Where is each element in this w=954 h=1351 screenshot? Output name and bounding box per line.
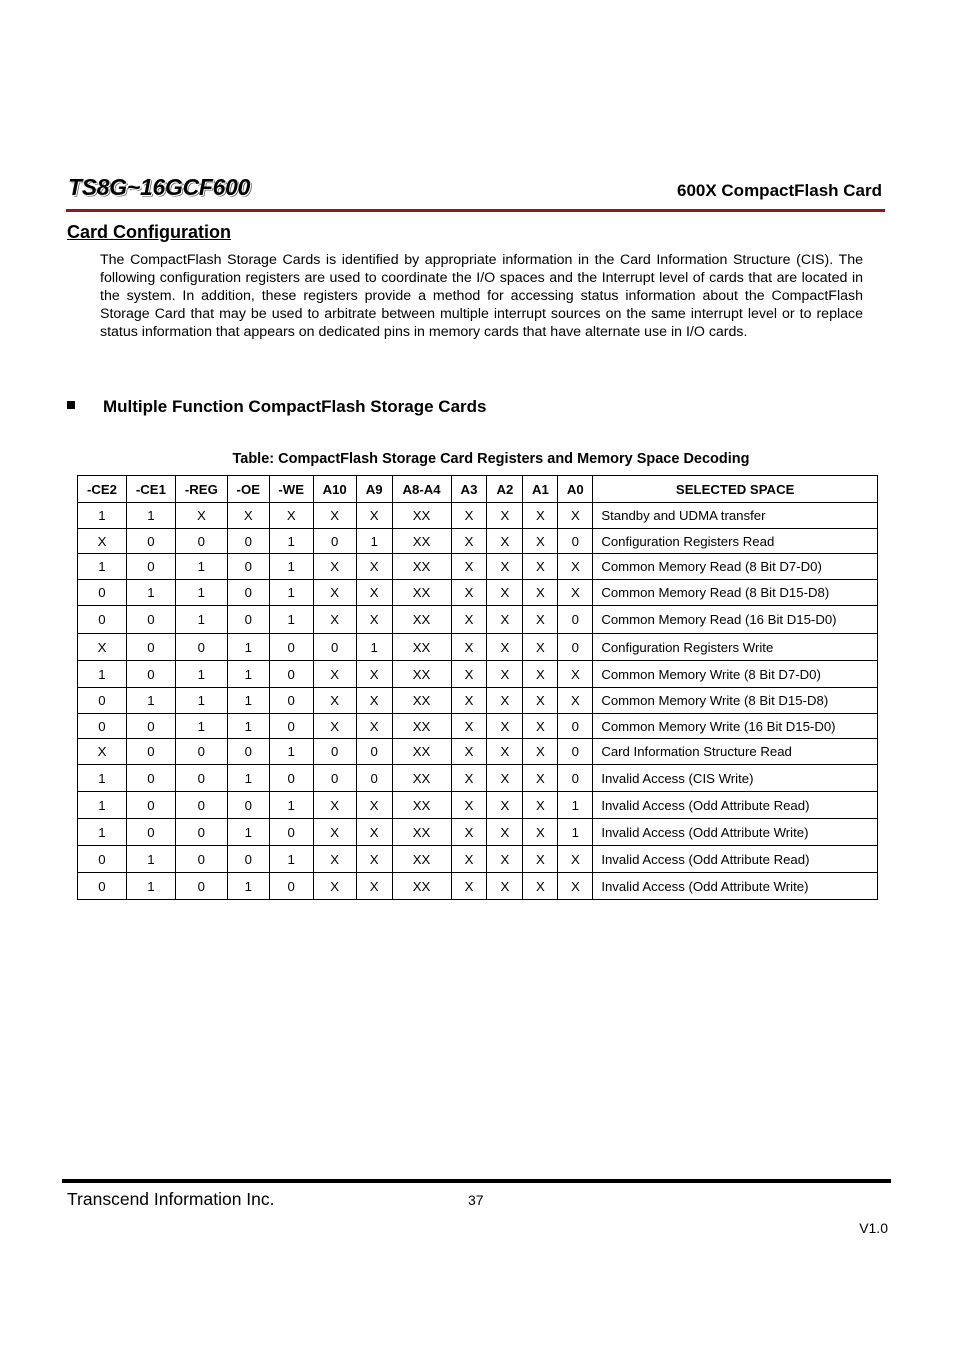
signal-cell: 1 xyxy=(78,503,127,529)
signal-cell: XX xyxy=(392,792,451,819)
table-row xyxy=(78,554,878,580)
signal-cell: X xyxy=(356,580,392,606)
signal-cell: X xyxy=(356,792,392,819)
section-heading: Card Configuration xyxy=(67,222,231,242)
selected-space-cell: Invalid Access (CIS Write) xyxy=(593,765,878,792)
signal-cell: X xyxy=(313,873,356,900)
signal-cell: X xyxy=(523,739,558,765)
signal-cell: X xyxy=(313,792,356,819)
signal-cell: 1 xyxy=(175,688,227,714)
selected-space-cell: Invalid Access (Odd Attribute Write) xyxy=(593,873,878,900)
signal-cell: X xyxy=(356,688,392,714)
signal-cell: X xyxy=(523,580,558,606)
table-header-cell: A1 xyxy=(523,476,558,503)
signal-cell: 0 xyxy=(126,634,175,661)
signal-cell: X xyxy=(523,529,558,554)
signal-cell: X xyxy=(313,714,356,739)
signal-cell: X xyxy=(523,714,558,739)
signal-cell: 0 xyxy=(126,529,175,554)
signal-cell: 1 xyxy=(227,873,269,900)
signal-cell: 1 xyxy=(227,819,269,846)
selected-space-cell: Common Memory Write (8 Bit D7-D0) xyxy=(593,661,878,688)
square-bullet-icon xyxy=(67,401,75,409)
signal-cell: 0 xyxy=(78,606,127,634)
signal-cell: X xyxy=(313,661,356,688)
selected-space-cell: Invalid Access (Odd Attribute Write) xyxy=(593,819,878,846)
selected-space-cell: Common Memory Write (8 Bit D15-D8) xyxy=(593,688,878,714)
signal-cell: 0 xyxy=(227,554,269,580)
signal-cell: 0 xyxy=(227,846,269,873)
signal-cell: X xyxy=(313,688,356,714)
signal-cell: XX xyxy=(392,503,451,529)
signal-cell: X xyxy=(451,739,487,765)
selected-space-cell: Card Information Structure Read xyxy=(593,739,878,765)
signal-cell: 0 xyxy=(313,739,356,765)
signal-cell: X xyxy=(356,661,392,688)
signal-cell: 0 xyxy=(313,529,356,554)
signal-cell: 0 xyxy=(126,606,175,634)
table-row xyxy=(78,873,878,900)
signal-cell: 0 xyxy=(558,634,593,661)
signal-cell: 1 xyxy=(126,846,175,873)
signal-cell: 1 xyxy=(175,714,227,739)
signal-cell: 0 xyxy=(558,529,593,554)
signal-cell: 0 xyxy=(269,765,313,792)
selected-space-cell: Common Memory Read (8 Bit D15-D8) xyxy=(593,580,878,606)
signal-cell: 0 xyxy=(78,688,127,714)
signal-cell: 1 xyxy=(175,661,227,688)
selected-space-cell: Configuration Registers Write xyxy=(593,634,878,661)
signal-cell: X xyxy=(451,606,487,634)
signal-cell: 0 xyxy=(126,739,175,765)
signal-cell: 0 xyxy=(269,873,313,900)
signal-cell: 0 xyxy=(175,846,227,873)
signal-cell: X xyxy=(558,846,593,873)
signal-cell: X xyxy=(356,714,392,739)
signal-cell: 1 xyxy=(78,765,127,792)
table-header-cell: A8-A4 xyxy=(392,476,451,503)
table-row xyxy=(78,714,878,739)
signal-cell: 1 xyxy=(558,792,593,819)
signal-cell: X xyxy=(558,661,593,688)
signal-cell: 0 xyxy=(313,765,356,792)
signal-cell: 0 xyxy=(227,529,269,554)
signal-cell: 0 xyxy=(356,739,392,765)
signal-cell: XX xyxy=(392,819,451,846)
signal-cell: X xyxy=(487,819,523,846)
signal-cell: 0 xyxy=(175,634,227,661)
signal-cell: 0 xyxy=(175,873,227,900)
signal-cell: X xyxy=(523,503,558,529)
signal-cell: X xyxy=(356,846,392,873)
signal-cell: X xyxy=(487,873,523,900)
signal-cell: X xyxy=(487,661,523,688)
signal-cell: 0 xyxy=(313,634,356,661)
signal-cell: XX xyxy=(392,606,451,634)
signal-cell: X xyxy=(451,873,487,900)
signal-cell: 1 xyxy=(126,503,175,529)
signal-cell: X xyxy=(451,661,487,688)
signal-cell: 0 xyxy=(78,873,127,900)
table-row xyxy=(78,661,878,688)
selected-space-cell: Invalid Access (Odd Attribute Read) xyxy=(593,792,878,819)
signal-cell: X xyxy=(487,846,523,873)
table-caption: Table: CompactFlash Storage Card Registers and Memory Space Decoding xyxy=(232,451,750,467)
selected-space-cell: Common Memory Read (8 Bit D7-D0) xyxy=(593,554,878,580)
signal-cell: 0 xyxy=(78,846,127,873)
signal-cell: 1 xyxy=(227,661,269,688)
signal-cell: XX xyxy=(392,846,451,873)
signal-cell: 1 xyxy=(126,688,175,714)
signal-cell: X xyxy=(451,765,487,792)
signal-cell: X xyxy=(313,819,356,846)
signal-cell: X xyxy=(313,580,356,606)
signal-cell: 1 xyxy=(269,529,313,554)
signal-cell: X xyxy=(487,529,523,554)
signal-cell: 0 xyxy=(126,765,175,792)
table-header-cell: SELECTED SPACE xyxy=(593,476,878,503)
footer-divider xyxy=(62,1179,891,1183)
signal-cell: X xyxy=(356,554,392,580)
signal-cell: X xyxy=(523,873,558,900)
selected-space-cell: Configuration Registers Read xyxy=(593,529,878,554)
signal-cell: 0 xyxy=(126,792,175,819)
signal-cell: X xyxy=(451,714,487,739)
signal-cell: X xyxy=(313,606,356,634)
signal-cell: X xyxy=(523,661,558,688)
footer-company: Transcend Information Inc. xyxy=(67,1189,275,1209)
selected-space-cell: Invalid Access (Odd Attribute Read) xyxy=(593,846,878,873)
signal-cell: 1 xyxy=(269,846,313,873)
signal-cell: X xyxy=(487,503,523,529)
signal-cell: 0 xyxy=(175,792,227,819)
signal-cell: X xyxy=(356,503,392,529)
signal-cell: 1 xyxy=(356,529,392,554)
signal-cell: 0 xyxy=(558,606,593,634)
table-row xyxy=(78,606,878,634)
document-version: V1.0 xyxy=(859,1220,888,1236)
signal-cell: X xyxy=(523,765,558,792)
signal-cell: 0 xyxy=(356,765,392,792)
signal-cell: 0 xyxy=(269,819,313,846)
signal-cell: X xyxy=(356,873,392,900)
signal-cell: 1 xyxy=(227,765,269,792)
signal-cell: X xyxy=(313,554,356,580)
signal-cell: X xyxy=(356,606,392,634)
signal-cell: 0 xyxy=(269,634,313,661)
selected-space-cell: Common Memory Read (16 Bit D15-D0) xyxy=(593,606,878,634)
table-header-cell: A10 xyxy=(313,476,356,503)
signal-cell: X xyxy=(451,503,487,529)
signal-cell: X xyxy=(227,503,269,529)
table-row xyxy=(78,846,878,873)
selected-space-cell: Standby and UDMA transfer xyxy=(593,503,878,529)
signal-cell: 1 xyxy=(78,792,127,819)
signal-cell: 0 xyxy=(558,714,593,739)
signal-cell: XX xyxy=(392,873,451,900)
table-row xyxy=(78,503,878,529)
signal-cell: 0 xyxy=(78,714,127,739)
signal-cell: 0 xyxy=(269,688,313,714)
signal-cell: 0 xyxy=(558,739,593,765)
signal-cell: X xyxy=(451,580,487,606)
table-row xyxy=(78,634,878,661)
signal-cell: X xyxy=(78,739,127,765)
signal-cell: 1 xyxy=(227,688,269,714)
signal-cell: 0 xyxy=(126,819,175,846)
subsection-heading: Multiple Function CompactFlash Storage Cards xyxy=(103,397,487,416)
signal-cell: 0 xyxy=(227,580,269,606)
document-subtitle: 600X CompactFlash Card xyxy=(676,181,882,200)
table-row xyxy=(78,739,878,765)
signal-cell: 1 xyxy=(175,554,227,580)
signal-cell: XX xyxy=(392,529,451,554)
table-row xyxy=(78,792,878,819)
signal-cell: 1 xyxy=(269,792,313,819)
table-header-cell: A9 xyxy=(356,476,392,503)
signal-cell: X xyxy=(558,554,593,580)
intro-paragraph: The CompactFlash Storage Cards is identified by appropriate information in the Card Information Structure (CIS). The following configuration registers are used to coordinate the I/O spaces and the Interrupt level of cards that are located in the system. In addition, these registers provide a method for accessing status information about the CompactFlash Storage Card that may be used to arbitrate between multiple interrupt sources on the same interrupt level or to replace status information that appears on dedicated pins in memory cards that have alternate use in I/O cards. xyxy=(100,252,863,340)
signal-cell: XX xyxy=(392,714,451,739)
signal-cell: X xyxy=(487,554,523,580)
signal-cell: X xyxy=(78,529,127,554)
signal-cell: 0 xyxy=(78,580,127,606)
table-row xyxy=(78,688,878,714)
signal-cell: X xyxy=(487,688,523,714)
signal-cell: X xyxy=(451,846,487,873)
signal-cell: X xyxy=(487,580,523,606)
signal-cell: X xyxy=(356,819,392,846)
table-header-cell: A3 xyxy=(451,476,487,503)
signal-cell: X xyxy=(487,606,523,634)
table-header-row xyxy=(78,476,878,503)
signal-cell: 1 xyxy=(269,739,313,765)
table-header-cell: A2 xyxy=(487,476,523,503)
table-header-cell: A0 xyxy=(558,476,593,503)
signal-cell: 1 xyxy=(227,714,269,739)
signal-cell: 1 xyxy=(126,873,175,900)
signal-cell: X xyxy=(487,714,523,739)
signal-cell: XX xyxy=(392,765,451,792)
signal-cell: X xyxy=(558,873,593,900)
signal-cell: X xyxy=(451,688,487,714)
signal-cell: X xyxy=(78,634,127,661)
signal-cell: 0 xyxy=(269,714,313,739)
signal-cell: 0 xyxy=(175,765,227,792)
table-header-cell: -CE2 xyxy=(78,476,127,503)
signal-cell: X xyxy=(487,739,523,765)
signal-cell: X xyxy=(523,792,558,819)
signal-cell: X xyxy=(313,846,356,873)
signal-cell: X xyxy=(175,503,227,529)
signal-cell: 0 xyxy=(175,819,227,846)
table-row xyxy=(78,580,878,606)
table-header-cell: -REG xyxy=(175,476,227,503)
table-header-cell: -OE xyxy=(227,476,269,503)
signal-cell: X xyxy=(269,503,313,529)
signal-cell: X xyxy=(451,634,487,661)
signal-cell: 1 xyxy=(175,580,227,606)
signal-cell: 0 xyxy=(227,739,269,765)
signal-cell: X xyxy=(523,819,558,846)
signal-cell: 1 xyxy=(269,606,313,634)
signal-cell: 1 xyxy=(269,554,313,580)
table-header-cell: -CE1 xyxy=(126,476,175,503)
signal-cell: X xyxy=(523,688,558,714)
signal-cell: X xyxy=(487,765,523,792)
signal-cell: XX xyxy=(392,688,451,714)
signal-cell: 0 xyxy=(269,661,313,688)
subsection-heading-row xyxy=(67,397,486,417)
signal-cell: X xyxy=(451,792,487,819)
signal-cell: XX xyxy=(392,634,451,661)
page-number: 37 xyxy=(468,1192,484,1208)
signal-cell: X xyxy=(523,846,558,873)
signal-cell: 1 xyxy=(558,819,593,846)
signal-cell: XX xyxy=(392,661,451,688)
table-row xyxy=(78,819,878,846)
signal-cell: X xyxy=(558,688,593,714)
signal-cell: 1 xyxy=(78,819,127,846)
signal-cell: XX xyxy=(392,739,451,765)
table-row xyxy=(78,765,878,792)
signal-cell: X xyxy=(451,554,487,580)
signal-cell: 0 xyxy=(126,554,175,580)
signal-cell: X xyxy=(523,606,558,634)
signal-cell: X xyxy=(313,503,356,529)
signal-cell: X xyxy=(523,554,558,580)
signal-cell: 0 xyxy=(227,792,269,819)
signal-cell: X xyxy=(487,792,523,819)
signal-cell: 1 xyxy=(356,634,392,661)
signal-cell: 0 xyxy=(126,714,175,739)
signal-cell: X xyxy=(558,503,593,529)
register-decoding-table xyxy=(77,475,878,900)
signal-cell: X xyxy=(451,529,487,554)
table-row xyxy=(78,529,878,554)
signal-cell: 0 xyxy=(175,529,227,554)
signal-cell: 1 xyxy=(78,661,127,688)
signal-cell: 1 xyxy=(78,554,127,580)
table-header-cell: -WE xyxy=(269,476,313,503)
signal-cell: 1 xyxy=(175,606,227,634)
signal-cell: 1 xyxy=(126,580,175,606)
signal-cell: X xyxy=(558,580,593,606)
signal-cell: XX xyxy=(392,554,451,580)
selected-space-cell: Common Memory Write (16 Bit D15-D0) xyxy=(593,714,878,739)
document-title: TS8G~16GCF600 xyxy=(68,174,251,200)
signal-cell: X xyxy=(487,634,523,661)
signal-cell: 0 xyxy=(558,765,593,792)
signal-cell: X xyxy=(451,819,487,846)
signal-cell: 0 xyxy=(227,606,269,634)
signal-cell: 0 xyxy=(175,739,227,765)
signal-cell: 1 xyxy=(227,634,269,661)
signal-cell: X xyxy=(523,634,558,661)
signal-cell: 1 xyxy=(269,580,313,606)
header-divider xyxy=(66,209,885,212)
signal-cell: XX xyxy=(392,580,451,606)
signal-cell: 0 xyxy=(126,661,175,688)
